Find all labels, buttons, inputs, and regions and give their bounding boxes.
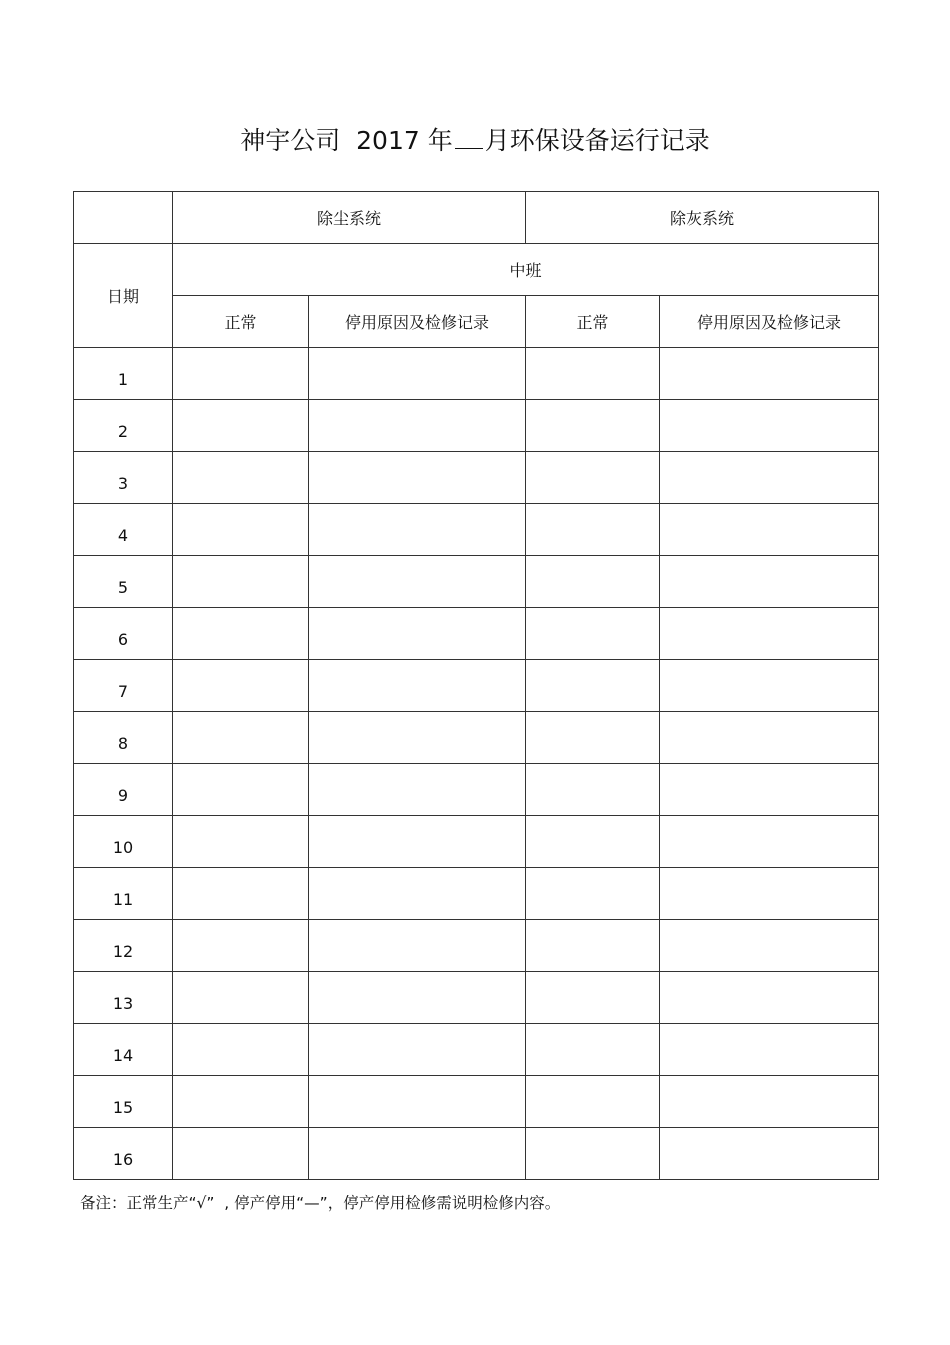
dust-stop-reason-cell[interactable] bbox=[309, 1024, 526, 1076]
ash-normal-cell[interactable] bbox=[526, 920, 660, 972]
title-suffix: 月环保设备运行记录 bbox=[484, 126, 710, 155]
row-date-cell: 11 bbox=[74, 868, 173, 920]
header-row-shift bbox=[74, 244, 879, 296]
table-row bbox=[74, 400, 879, 452]
dust-stop-reason-cell[interactable] bbox=[309, 556, 526, 608]
ash-stop-reason-header: 停用原因及检修记录 bbox=[660, 296, 879, 348]
table-row bbox=[74, 1024, 879, 1076]
table-row bbox=[74, 348, 879, 400]
ash-normal-cell[interactable] bbox=[526, 452, 660, 504]
ash-stop-reason-cell[interactable] bbox=[660, 400, 879, 452]
ash-normal-cell[interactable] bbox=[526, 400, 660, 452]
ash-normal-cell[interactable] bbox=[526, 608, 660, 660]
ash-normal-cell[interactable] bbox=[526, 556, 660, 608]
row-date-cell: 6 bbox=[74, 608, 173, 660]
ash-stop-reason-cell[interactable] bbox=[660, 1076, 879, 1128]
dust-normal-cell[interactable] bbox=[173, 816, 309, 868]
row-date-cell: 13 bbox=[74, 972, 173, 1024]
row-date-cell: 5 bbox=[74, 556, 173, 608]
ash-stop-reason-cell[interactable] bbox=[660, 868, 879, 920]
ash-stop-reason-cell[interactable] bbox=[660, 920, 879, 972]
ash-stop-reason-cell[interactable] bbox=[660, 972, 879, 1024]
dust-normal-cell[interactable] bbox=[173, 348, 309, 400]
dust-normal-cell[interactable] bbox=[173, 920, 309, 972]
ash-normal-header: 正常 bbox=[526, 296, 660, 348]
dust-normal-cell[interactable] bbox=[173, 400, 309, 452]
dust-normal-cell[interactable] bbox=[173, 712, 309, 764]
table-row bbox=[74, 712, 879, 764]
dust-normal-cell[interactable] bbox=[173, 504, 309, 556]
dust-normal-cell[interactable] bbox=[173, 660, 309, 712]
row-date-cell: 9 bbox=[74, 764, 173, 816]
ash-stop-reason-cell[interactable] bbox=[660, 452, 879, 504]
dust-normal-cell[interactable] bbox=[173, 556, 309, 608]
table-row bbox=[74, 972, 879, 1024]
ash-normal-cell[interactable] bbox=[526, 1024, 660, 1076]
ash-normal-cell[interactable] bbox=[526, 816, 660, 868]
ash-normal-cell[interactable] bbox=[526, 504, 660, 556]
ash-stop-reason-cell[interactable] bbox=[660, 556, 879, 608]
month-blank-field[interactable] bbox=[455, 122, 483, 149]
ash-normal-cell[interactable] bbox=[526, 868, 660, 920]
dust-stop-reason-header: 停用原因及检修记录 bbox=[309, 296, 526, 348]
dust-stop-reason-cell[interactable] bbox=[309, 1076, 526, 1128]
dust-stop-reason-cell[interactable] bbox=[309, 1128, 526, 1180]
row-date-cell: 3 bbox=[74, 452, 173, 504]
dust-stop-reason-cell[interactable] bbox=[309, 712, 526, 764]
row-date-cell: 12 bbox=[74, 920, 173, 972]
dust-normal-cell[interactable] bbox=[173, 972, 309, 1024]
dust-stop-reason-cell[interactable] bbox=[309, 972, 526, 1024]
page-title bbox=[0, 122, 950, 159]
table-row bbox=[74, 920, 879, 972]
table-row bbox=[74, 1128, 879, 1180]
ash-normal-cell[interactable] bbox=[526, 1076, 660, 1128]
table-row bbox=[74, 504, 879, 556]
table-row bbox=[74, 608, 879, 660]
table-row bbox=[74, 452, 879, 504]
ash-stop-reason-cell[interactable] bbox=[660, 712, 879, 764]
ash-normal-cell[interactable] bbox=[526, 764, 660, 816]
dust-removal-system-header: 除尘系统 bbox=[173, 192, 526, 244]
ash-normal-cell[interactable] bbox=[526, 712, 660, 764]
header-row-sub bbox=[74, 296, 879, 348]
row-date-cell: 15 bbox=[74, 1076, 173, 1128]
shift-header: 中班 bbox=[173, 244, 879, 296]
table-row bbox=[74, 868, 879, 920]
table-row bbox=[74, 660, 879, 712]
table-row bbox=[74, 816, 879, 868]
ash-stop-reason-cell[interactable] bbox=[660, 764, 879, 816]
dust-stop-reason-cell[interactable] bbox=[309, 868, 526, 920]
dust-normal-cell[interactable] bbox=[173, 452, 309, 504]
dust-stop-reason-cell[interactable] bbox=[309, 920, 526, 972]
dust-normal-cell[interactable] bbox=[173, 608, 309, 660]
record-table bbox=[73, 191, 879, 1180]
dust-stop-reason-cell[interactable] bbox=[309, 764, 526, 816]
title-prefix: 神宇公司 2017 年 bbox=[240, 126, 453, 155]
row-date-cell: 7 bbox=[74, 660, 173, 712]
ash-stop-reason-cell[interactable] bbox=[660, 504, 879, 556]
header-row-systems bbox=[74, 192, 879, 244]
table-row bbox=[74, 1076, 879, 1128]
dust-stop-reason-cell[interactable] bbox=[309, 452, 526, 504]
ash-stop-reason-cell[interactable] bbox=[660, 348, 879, 400]
dust-stop-reason-cell[interactable] bbox=[309, 608, 526, 660]
ash-normal-cell[interactable] bbox=[526, 348, 660, 400]
ash-removal-system-header: 除灰系统 bbox=[526, 192, 879, 244]
corner-cell bbox=[74, 192, 173, 244]
table-row bbox=[74, 556, 879, 608]
dust-stop-reason-cell[interactable] bbox=[309, 348, 526, 400]
dust-normal-cell[interactable] bbox=[173, 1076, 309, 1128]
dust-stop-reason-cell[interactable] bbox=[309, 816, 526, 868]
row-date-cell: 4 bbox=[74, 504, 173, 556]
ash-stop-reason-cell[interactable] bbox=[660, 1128, 879, 1180]
dust-stop-reason-cell[interactable] bbox=[309, 660, 526, 712]
dust-normal-cell[interactable] bbox=[173, 1128, 309, 1180]
dust-stop-reason-cell[interactable] bbox=[309, 400, 526, 452]
ash-stop-reason-cell[interactable] bbox=[660, 660, 879, 712]
dust-normal-cell[interactable] bbox=[173, 1024, 309, 1076]
row-date-cell: 14 bbox=[74, 1024, 173, 1076]
footnote: 备注：正常生产“√” , 停产停用“—”，停产停用检修需说明检修内容。 bbox=[80, 1194, 561, 1212]
row-date-cell: 16 bbox=[74, 1128, 173, 1180]
row-date-cell: 8 bbox=[74, 712, 173, 764]
dust-normal-cell[interactable] bbox=[173, 764, 309, 816]
dust-stop-reason-cell[interactable] bbox=[309, 504, 526, 556]
table-body bbox=[74, 192, 879, 1180]
row-date-cell: 10 bbox=[74, 816, 173, 868]
ash-normal-cell[interactable] bbox=[526, 660, 660, 712]
ash-stop-reason-cell[interactable] bbox=[660, 608, 879, 660]
ash-normal-cell[interactable] bbox=[526, 972, 660, 1024]
row-date-cell: 2 bbox=[74, 400, 173, 452]
dust-normal-cell[interactable] bbox=[173, 868, 309, 920]
ash-normal-cell[interactable] bbox=[526, 1128, 660, 1180]
row-date-cell: 1 bbox=[74, 348, 173, 400]
dust-normal-header: 正常 bbox=[173, 296, 309, 348]
ash-stop-reason-cell[interactable] bbox=[660, 816, 879, 868]
table-row bbox=[74, 764, 879, 816]
date-header: 日期 bbox=[74, 244, 173, 348]
ash-stop-reason-cell[interactable] bbox=[660, 1024, 879, 1076]
